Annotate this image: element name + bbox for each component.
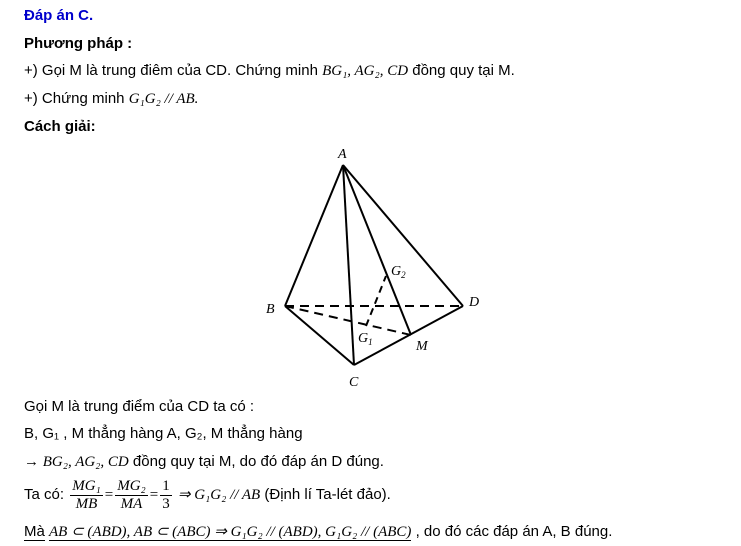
label-m: M [416,339,428,354]
edge-cd [354,306,463,365]
edge-am [343,165,411,335]
fraction-2-denominator: MA [120,495,143,512]
segment-bm [285,306,411,335]
method-line-1-math: BG₁, AG₂, CD [322,63,409,79]
method-line-1 [24,61,515,81]
last-prefix: Mà [24,523,45,540]
answer-title: Đáp án C. [24,7,94,24]
method-line-2-text: +) Chứng minh [24,90,125,107]
method-line-2 [24,89,198,109]
last-tail: , do đó các đáp án A, B đúng. [415,523,613,540]
label-g2: $G_2$ [391,264,406,280]
solution-concur-math: → BG₂, AG₂, CD [24,454,129,470]
last-math: AB ⊂ (ABD), AB ⊂ (ABC) ⇒ G₁G₂ // (ABD), G₁G₂ // (ABC) [49,524,412,540]
label-c: C [349,375,359,390]
label-d: D [469,295,480,310]
equals-sign-2: = [149,487,159,503]
solution-line-midpoint: Gọi M là trung điểm của CD ta có : [24,398,255,415]
label-a: A [338,147,347,162]
ratio-conclusion: ⇒ G₁G₂ // AB [177,487,261,503]
equals-sign-1: = [104,487,114,503]
fraction-mg2-ma [115,478,148,513]
edge-ab [285,165,343,306]
ratio-note: (Định lí Ta-lét đảo). [264,486,391,503]
ratio-prefix: Ta có: [24,486,65,503]
solution-line-concur [24,452,384,472]
solution-concur-text: đồng quy tại M, do đó đáp án D đúng. [132,453,384,470]
label-g1: $G_1$ [358,331,373,347]
solution-line-collinear: B, G₁ , M thẳng hàng A, G₂, M thẳng hàng [24,425,303,442]
edge-ac [343,165,354,365]
label-b: B [266,302,275,317]
segment-g1g2 [366,276,386,326]
edge-ad [343,165,463,306]
method-line-1-text: +) Gọi M là trung điêm của CD. Chứng minh [24,62,318,79]
fraction-1-denominator: MB [75,495,98,512]
fraction-2-numerator: MG₂ [117,477,146,494]
fraction-1-numerator: MG₁ [72,477,101,494]
solution-heading: Cách giải: [24,118,96,135]
method-line-1-tail: đồng quy tại M. [412,62,515,79]
fraction-3-numerator: 1 [162,477,170,494]
fraction-3-denominator: 3 [162,495,170,512]
method-heading: Phương pháp : [24,35,133,52]
method-line-2-math: G₁G₂ // AB. [128,91,199,107]
fraction-one-third [160,478,172,513]
edge-bc [285,306,354,365]
solution-line-last [24,522,612,542]
solution-line-ratio [24,477,391,513]
fraction-mg1-mb [70,478,103,513]
